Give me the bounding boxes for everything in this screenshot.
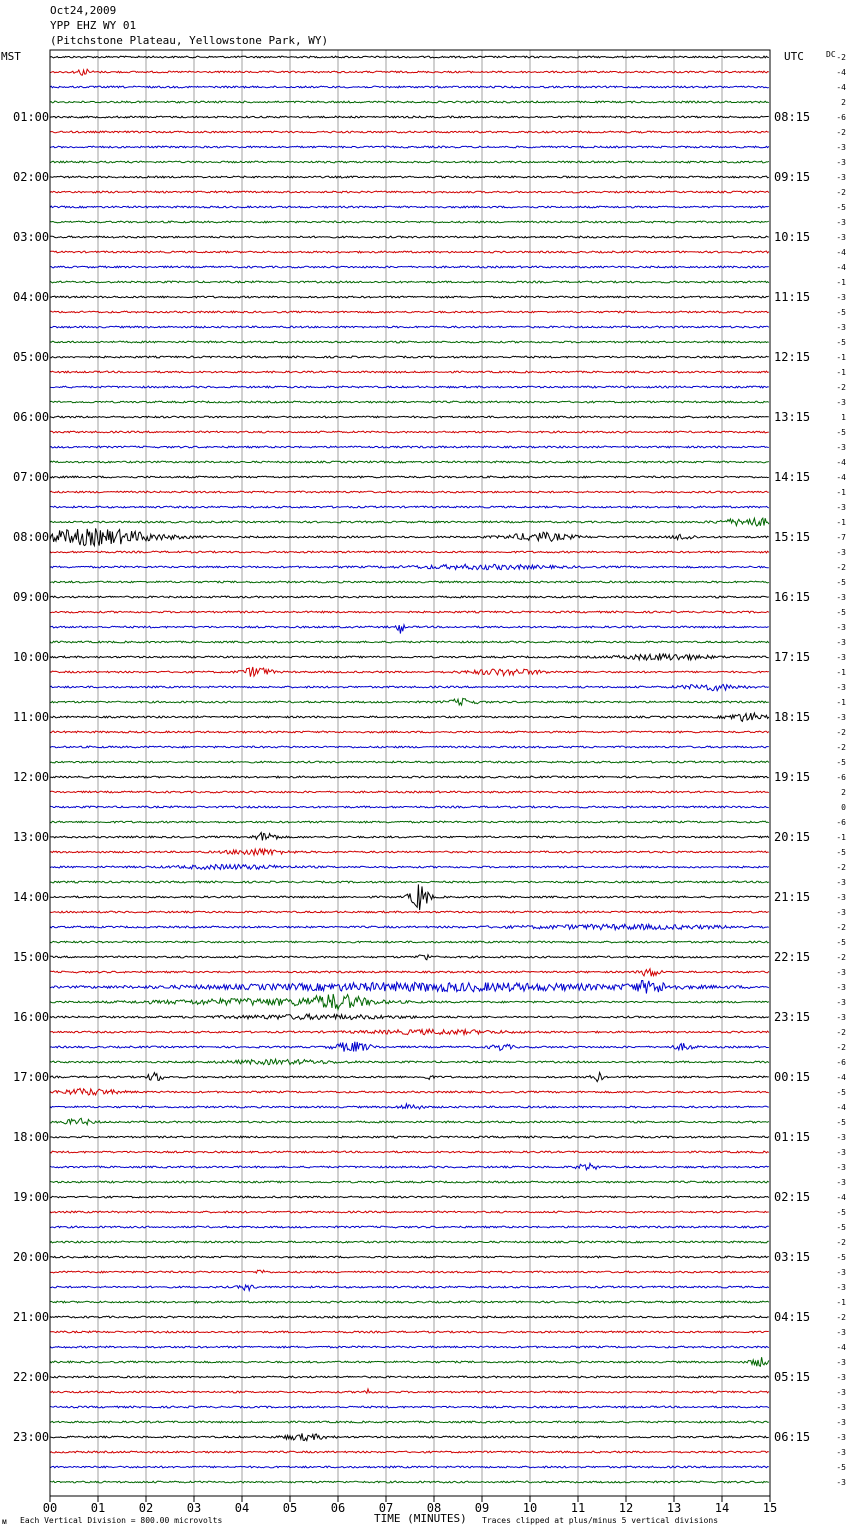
utc-label-15: 23:15 xyxy=(774,1010,811,1024)
mst-label-14: 15:00 xyxy=(13,950,50,964)
dc-offset-77: -5 xyxy=(836,1208,846,1217)
trace-66 xyxy=(50,1042,769,1052)
trace-41 xyxy=(50,667,769,677)
trace-56 xyxy=(50,884,769,910)
utc-label-14: 22:15 xyxy=(774,950,811,964)
trace-37 xyxy=(50,611,769,613)
dc-offset-94: -5 xyxy=(836,1463,846,1472)
dc-offset-50: 0 xyxy=(841,803,846,812)
utc-label-20: 04:15 xyxy=(774,1310,811,1324)
dc-offset-23: -3 xyxy=(836,398,846,407)
dc-offset-57: -3 xyxy=(836,908,846,917)
mst-label-22: 23:00 xyxy=(13,1430,50,1444)
trace-57 xyxy=(50,911,769,913)
dc-offset-labels xyxy=(836,53,846,1487)
dc-offset-15: -1 xyxy=(836,278,846,287)
dc-offset-43: -1 xyxy=(836,698,846,707)
trace-20 xyxy=(50,356,769,358)
x-tick-09: 09 xyxy=(474,1501,490,1515)
utc-label-9: 17:15 xyxy=(774,650,811,664)
trace-49 xyxy=(50,791,769,793)
dc-offset-69: -5 xyxy=(836,1088,846,1097)
trace-39 xyxy=(50,641,769,643)
trace-17 xyxy=(50,311,769,313)
trace-4 xyxy=(50,116,769,118)
dc-offset-54: -2 xyxy=(836,863,846,872)
dc-offset-88: -3 xyxy=(836,1373,846,1382)
dc-offset-44: -3 xyxy=(836,713,846,722)
mst-label-5: 06:00 xyxy=(13,410,50,424)
dc-offset-67: -6 xyxy=(836,1058,846,1067)
dc-offset-14: -4 xyxy=(836,263,846,272)
x-tick-05: 05 xyxy=(282,1501,298,1515)
trace-64 xyxy=(50,1014,769,1020)
trace-51 xyxy=(50,821,769,823)
mst-label-20: 21:00 xyxy=(13,1310,50,1324)
trace-79 xyxy=(50,1241,769,1243)
dc-offset-46: -2 xyxy=(836,743,846,752)
trace-9 xyxy=(50,191,769,193)
dc-offset-49: 2 xyxy=(841,788,846,797)
header-station: YPP EHZ WY 01 xyxy=(50,19,137,32)
trace-42 xyxy=(50,685,769,691)
dc-offset-22: -2 xyxy=(836,383,846,392)
trace-47 xyxy=(50,761,769,763)
trace-70 xyxy=(50,1104,769,1109)
dc-offset-24: 1 xyxy=(841,413,846,422)
trace-45 xyxy=(50,731,769,733)
trace-35 xyxy=(50,581,769,583)
utc-label-3: 11:15 xyxy=(774,290,811,304)
utc-label-0: 08:15 xyxy=(774,110,811,124)
trace-16 xyxy=(50,296,769,298)
dc-offset-18: -3 xyxy=(836,323,846,332)
mst-label-10: 11:00 xyxy=(13,710,50,724)
trace-93 xyxy=(50,1451,769,1453)
dc-offset-33: -3 xyxy=(836,548,846,557)
dc-offset-72: -3 xyxy=(836,1133,846,1142)
dc-offset-64: -3 xyxy=(836,1013,846,1022)
trace-28 xyxy=(50,476,769,478)
utc-label-1: 09:15 xyxy=(774,170,811,184)
trace-2 xyxy=(50,86,769,88)
mst-label-7: 08:00 xyxy=(13,530,50,544)
trace-7 xyxy=(50,161,769,163)
x-tick-04: 04 xyxy=(234,1501,250,1515)
utc-label-10: 18:15 xyxy=(774,710,811,724)
utc-label-12: 20:15 xyxy=(774,830,811,844)
dc-offset-26: -3 xyxy=(836,443,846,452)
dc-offset-9: -2 xyxy=(836,188,846,197)
utc-label-13: 21:15 xyxy=(774,890,811,904)
dc-offset-70: -4 xyxy=(836,1103,846,1112)
trace-71 xyxy=(50,1118,769,1124)
dc-offset-38: -3 xyxy=(836,623,846,632)
utc-label-22: 06:15 xyxy=(774,1430,811,1444)
header-location: (Pitchstone Plateau, Yellowstone Park, WY) xyxy=(50,34,329,47)
dc-offset-80: -5 xyxy=(836,1253,846,1262)
trace-36 xyxy=(50,596,769,598)
dc-offset-76: -4 xyxy=(836,1193,846,1202)
dc-offset-52: -1 xyxy=(836,833,846,842)
x-tick-02: 02 xyxy=(138,1501,154,1515)
mst-label-0: 01:00 xyxy=(13,110,50,124)
dc-offset-20: -1 xyxy=(836,353,846,362)
trace-95 xyxy=(50,1481,769,1483)
dc-offset-4: -6 xyxy=(836,113,846,122)
dc-offset-47: -5 xyxy=(836,758,846,767)
trace-78 xyxy=(50,1226,769,1228)
dc-offset-32: -7 xyxy=(836,533,846,542)
trace-92 xyxy=(50,1433,769,1440)
dc-offset-41: -1 xyxy=(836,668,846,677)
trace-74 xyxy=(50,1163,769,1169)
x-tick-12: 12 xyxy=(618,1501,634,1515)
utc-axis-label: UTC xyxy=(784,50,804,63)
x-tick-03: 03 xyxy=(186,1501,202,1515)
dc-offset-42: -3 xyxy=(836,683,846,692)
dc-offset-27: -4 xyxy=(836,458,846,467)
x-tick-07: 07 xyxy=(378,1501,394,1515)
trace-62 xyxy=(50,981,769,994)
dc-offset-5: -2 xyxy=(836,128,846,137)
clip-note: Traces clipped at plus/minus 5 vertical divisions xyxy=(482,1516,719,1525)
dc-offset-25: -5 xyxy=(836,428,846,437)
trace-88 xyxy=(50,1376,769,1378)
trace-59 xyxy=(50,941,769,943)
trace-1 xyxy=(50,69,769,75)
dc-offset-56: -3 xyxy=(836,893,846,902)
dc-offset-11: -3 xyxy=(836,218,846,227)
mst-label-3: 04:00 xyxy=(13,290,50,304)
mst-label-8: 09:00 xyxy=(13,590,50,604)
trace-81 xyxy=(50,1270,769,1273)
dc-offset-39: -3 xyxy=(836,638,846,647)
utc-label-21: 05:15 xyxy=(774,1370,811,1384)
utc-label-8: 16:15 xyxy=(774,590,811,604)
trace-67 xyxy=(50,1059,769,1065)
trace-75 xyxy=(50,1181,769,1183)
trace-86 xyxy=(50,1346,769,1348)
trace-15 xyxy=(50,281,769,283)
trace-22 xyxy=(50,386,769,388)
trace-26 xyxy=(50,446,769,448)
trace-38 xyxy=(50,625,769,634)
dc-offset-91: -3 xyxy=(836,1418,846,1427)
trace-89 xyxy=(50,1389,769,1393)
utc-label-6: 14:15 xyxy=(774,470,811,484)
trace-18 xyxy=(50,326,769,328)
trace-10 xyxy=(50,206,769,208)
trace-32 xyxy=(50,528,769,545)
dc-offset-92: -3 xyxy=(836,1433,846,1442)
dc-offset-21: -1 xyxy=(836,368,846,377)
seismic-traces xyxy=(50,56,769,1483)
mst-label-17: 18:00 xyxy=(13,1130,50,1144)
dc-offset-12: -3 xyxy=(836,233,846,242)
dc-offset-75: -3 xyxy=(836,1178,846,1187)
trace-30 xyxy=(50,506,769,508)
trace-77 xyxy=(50,1211,769,1213)
trace-83 xyxy=(50,1301,769,1303)
mst-label-19: 20:00 xyxy=(13,1250,50,1264)
x-tick-14: 14 xyxy=(714,1501,730,1515)
dc-offset-65: -2 xyxy=(836,1028,846,1037)
trace-60 xyxy=(50,955,769,960)
x-tick-15: 15 xyxy=(762,1501,778,1515)
trace-0 xyxy=(50,56,769,58)
dc-label: DC xyxy=(826,50,836,59)
dc-offset-82: -3 xyxy=(836,1283,846,1292)
trace-34 xyxy=(50,564,769,570)
dc-offset-37: -5 xyxy=(836,608,846,617)
dc-offset-74: -3 xyxy=(836,1163,846,1172)
trace-55 xyxy=(50,881,769,883)
dc-offset-79: -2 xyxy=(836,1238,846,1247)
x-tick-01: 01 xyxy=(90,1501,106,1515)
trace-94 xyxy=(50,1466,769,1468)
dc-offset-0: -2 xyxy=(836,53,846,62)
trace-25 xyxy=(50,431,769,433)
x-axis-title: TIME (MINUTES) xyxy=(374,1512,467,1525)
mst-label-2: 03:00 xyxy=(13,230,50,244)
mst-label-11: 12:00 xyxy=(13,770,50,784)
dc-offset-81: -3 xyxy=(836,1268,846,1277)
dc-offset-29: -1 xyxy=(836,488,846,497)
x-tick-11: 11 xyxy=(570,1501,586,1515)
dc-offset-8: -3 xyxy=(836,173,846,182)
trace-13 xyxy=(50,251,769,253)
mst-label-9: 10:00 xyxy=(13,650,50,664)
dc-offset-90: -3 xyxy=(836,1403,846,1412)
trace-52 xyxy=(50,833,769,841)
dc-offset-6: -3 xyxy=(836,143,846,152)
trace-3 xyxy=(50,101,769,103)
utc-label-19: 03:15 xyxy=(774,1250,811,1264)
dc-offset-2: -4 xyxy=(836,83,846,92)
dc-offset-89: -3 xyxy=(836,1388,846,1397)
trace-84 xyxy=(50,1316,769,1318)
dc-offset-51: -6 xyxy=(836,818,846,827)
x-tick-13: 13 xyxy=(666,1501,682,1515)
utc-label-18: 02:15 xyxy=(774,1190,811,1204)
trace-58 xyxy=(50,924,769,930)
dc-offset-87: -3 xyxy=(836,1358,846,1367)
trace-82 xyxy=(50,1285,769,1291)
mst-label-4: 05:00 xyxy=(13,350,50,364)
dc-offset-30: -3 xyxy=(836,503,846,512)
dc-offset-28: -4 xyxy=(836,473,846,482)
trace-72 xyxy=(50,1136,769,1138)
utc-label-16: 00:15 xyxy=(774,1070,811,1084)
mst-label-15: 16:00 xyxy=(13,1010,50,1024)
trace-69 xyxy=(50,1088,769,1095)
dc-offset-63: -3 xyxy=(836,998,846,1007)
utc-hour-labels xyxy=(774,110,810,1444)
utc-label-11: 19:15 xyxy=(774,770,811,784)
dc-offset-13: -4 xyxy=(836,248,846,257)
dc-offset-86: -4 xyxy=(836,1343,846,1352)
trace-40 xyxy=(50,653,769,660)
corner-mark-icon: ᴍ xyxy=(2,1517,7,1526)
x-tick-00: 00 xyxy=(42,1501,58,1515)
dc-offset-73: -3 xyxy=(836,1148,846,1157)
dc-offset-60: -2 xyxy=(836,953,846,962)
trace-14 xyxy=(50,266,769,268)
x-tick-06: 06 xyxy=(330,1501,346,1515)
utc-label-17: 01:15 xyxy=(774,1130,811,1144)
mst-label-21: 22:00 xyxy=(13,1370,50,1384)
utc-label-4: 12:15 xyxy=(774,350,811,364)
utc-label-7: 15:15 xyxy=(774,530,811,544)
dc-offset-53: -5 xyxy=(836,848,846,857)
dc-offset-78: -5 xyxy=(836,1223,846,1232)
trace-19 xyxy=(50,341,769,343)
dc-offset-31: -1 xyxy=(836,518,846,527)
dc-offset-34: -2 xyxy=(836,563,846,572)
dc-offset-59: -5 xyxy=(836,938,846,947)
dc-offset-19: -5 xyxy=(836,338,846,347)
trace-87 xyxy=(50,1357,769,1366)
trace-44 xyxy=(50,713,769,721)
trace-63 xyxy=(50,994,769,1010)
dc-offset-68: -4 xyxy=(836,1073,846,1082)
dc-offset-83: -1 xyxy=(836,1298,846,1307)
trace-43 xyxy=(50,698,769,705)
dc-offset-35: -5 xyxy=(836,578,846,587)
dc-offset-48: -6 xyxy=(836,773,846,782)
mst-label-6: 07:00 xyxy=(13,470,50,484)
trace-46 xyxy=(50,746,769,748)
dc-offset-71: -5 xyxy=(836,1118,846,1127)
mst-axis-label: MST xyxy=(1,50,21,63)
trace-21 xyxy=(50,371,769,373)
dc-offset-10: -5 xyxy=(836,203,846,212)
trace-8 xyxy=(50,176,769,178)
trace-91 xyxy=(50,1421,769,1423)
dc-offset-40: -3 xyxy=(836,653,846,662)
dc-offset-58: -2 xyxy=(836,923,846,932)
trace-54 xyxy=(50,865,769,870)
trace-76 xyxy=(50,1196,769,1198)
dc-offset-61: -3 xyxy=(836,968,846,977)
dc-offset-66: -2 xyxy=(836,1043,846,1052)
mst-hour-labels xyxy=(13,110,49,1444)
trace-31 xyxy=(50,518,769,526)
trace-11 xyxy=(50,221,769,223)
utc-label-2: 10:15 xyxy=(774,230,811,244)
mst-label-16: 17:00 xyxy=(13,1070,50,1084)
trace-6 xyxy=(50,146,769,148)
trace-73 xyxy=(50,1151,769,1153)
mst-label-18: 19:00 xyxy=(13,1190,50,1204)
x-tick-10: 10 xyxy=(522,1501,538,1515)
trace-53 xyxy=(50,849,769,855)
dc-offset-95: -3 xyxy=(836,1478,846,1487)
dc-offset-85: -3 xyxy=(836,1328,846,1337)
trace-27 xyxy=(50,461,769,463)
dc-offset-55: -3 xyxy=(836,878,846,887)
trace-48 xyxy=(50,776,769,778)
dc-offset-16: -3 xyxy=(836,293,846,302)
utc-label-5: 13:15 xyxy=(774,410,811,424)
x-tick-08: 08 xyxy=(426,1501,442,1515)
scale-note: Each Vertical Division = 800.00 microvolts xyxy=(20,1516,223,1525)
dc-offset-1: -4 xyxy=(836,68,846,77)
header-date: Oct24,2009 xyxy=(50,4,117,17)
trace-23 xyxy=(50,401,769,403)
trace-29 xyxy=(50,491,769,493)
dc-offset-45: -2 xyxy=(836,728,846,737)
trace-85 xyxy=(50,1331,769,1333)
trace-50 xyxy=(50,806,769,808)
dc-offset-62: -3 xyxy=(836,983,846,992)
trace-68 xyxy=(50,1073,769,1082)
mst-label-13: 14:00 xyxy=(13,890,50,904)
mst-label-12: 13:00 xyxy=(13,830,50,844)
dc-offset-93: -3 xyxy=(836,1448,846,1457)
trace-61 xyxy=(50,969,769,977)
trace-24 xyxy=(50,416,769,418)
dc-offset-17: -5 xyxy=(836,308,846,317)
trace-65 xyxy=(50,1029,769,1035)
mst-label-1: 02:00 xyxy=(13,170,50,184)
trace-12 xyxy=(50,236,769,238)
dc-offset-3: 2 xyxy=(841,98,846,107)
trace-80 xyxy=(50,1256,769,1258)
trace-90 xyxy=(50,1406,769,1408)
trace-33 xyxy=(50,551,769,553)
dc-offset-84: -2 xyxy=(836,1313,846,1322)
dc-offset-36: -3 xyxy=(836,593,846,602)
trace-5 xyxy=(50,131,769,133)
dc-offset-7: -3 xyxy=(836,158,846,167)
